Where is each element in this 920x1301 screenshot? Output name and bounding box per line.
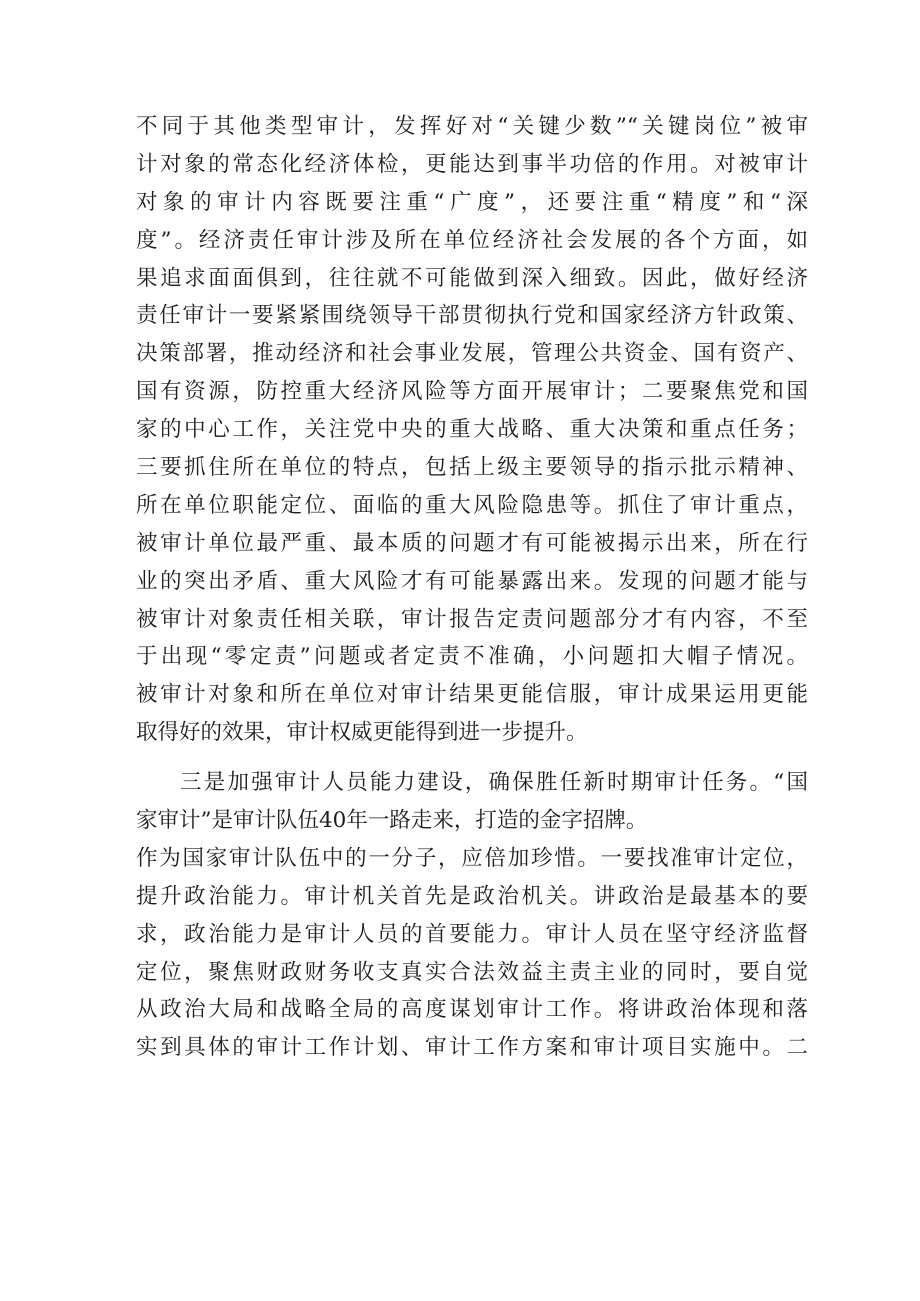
- text-line: 责任审计一要紧紧围绕领导干部贯彻执行党和国家经济方针政策、: [136, 303, 808, 329]
- paragraph-auditor-capability: [136, 764, 808, 1067]
- text-line: 三要抓住所在单位的特点，包括上级主要领导的指示批示精神、: [136, 455, 808, 481]
- text-line: 被审计对象责任相关联，审计报告定责问题部分才有内容，不至: [136, 606, 808, 632]
- text-line: 度”。经济责任审计涉及所在单位经济社会发展的各个方面，如: [136, 227, 808, 253]
- text-line: 被审计对象和所在单位对审计结果更能信服，审计成果运用更能: [136, 682, 808, 708]
- text-line: 家审计”是审计队伍40年一路走来，打造的金字招牌。: [136, 808, 648, 834]
- paragraph-spacing: [136, 752, 808, 764]
- text-line: 计对象的常态化经济体检，更能达到事半功倍的作用。对被审计: [136, 151, 808, 177]
- text-line: 求，政治能力是审计人员的首要能力。审计人员在坚守经济监督: [136, 921, 808, 947]
- text-line: 于出现“零定责”问题或者定责不准确，小问题扣大帽子情况。: [136, 644, 808, 670]
- paragraph-economic-responsibility-audit: [136, 108, 808, 752]
- text-line: 作为国家审计队伍中的一分子，应倍加珍惜。一要找准审计定位，: [136, 845, 808, 871]
- text-line: 业的突出矛盾、重大风险才有可能暴露出来。发现的问题才能与: [136, 568, 808, 594]
- text-line: 实到具体的审计工作计划、审计工作方案和审计项目实施中。二: [136, 1035, 808, 1061]
- text-line: 不同于其他类型审计，发挥好对“关键少数”“关键岗位”被审: [136, 114, 808, 139]
- text-line: 国有资源，防控重大经济风险等方面开展审计；二要聚焦党和国: [136, 379, 808, 405]
- text-line: 被审计单位最严重、最本质的问题才有可能被揭示出来，所在行: [136, 530, 808, 556]
- text-line: 三是加强审计人员能力建设，确保胜任新时期审计任务。“国: [180, 770, 808, 796]
- text-line: 提升政治能力。审计机关首先是政治机关。讲政治是最基本的要: [136, 883, 808, 909]
- text-line: 所在单位职能定位、面临的重大风险隐患等。抓住了审计重点，: [136, 492, 808, 518]
- text-line: 对象的审计内容既要注重“广度”，还要注重“精度”和“深: [136, 189, 808, 215]
- text-line: 果追求面面俱到，往往就不可能做到深入细致。因此，做好经济: [136, 265, 808, 291]
- text-line: 决策部署，推动经济和社会事业发展，管理公共资金、国有资产、: [136, 341, 808, 367]
- text-line: 取得好的效果，审计权威更能得到进一步提升。: [136, 720, 588, 746]
- text-line: 从政治大局和战略全局的高度谋划审计工作。将讲政治体现和落: [136, 997, 808, 1023]
- text-line: 定位，聚焦财政财务收支真实合法效益主责主业的同时，要自觉: [136, 959, 808, 985]
- document-body: [136, 108, 808, 1067]
- text-line: 家的中心工作，关注党中央的重大战略、重大决策和重点任务；: [136, 417, 808, 443]
